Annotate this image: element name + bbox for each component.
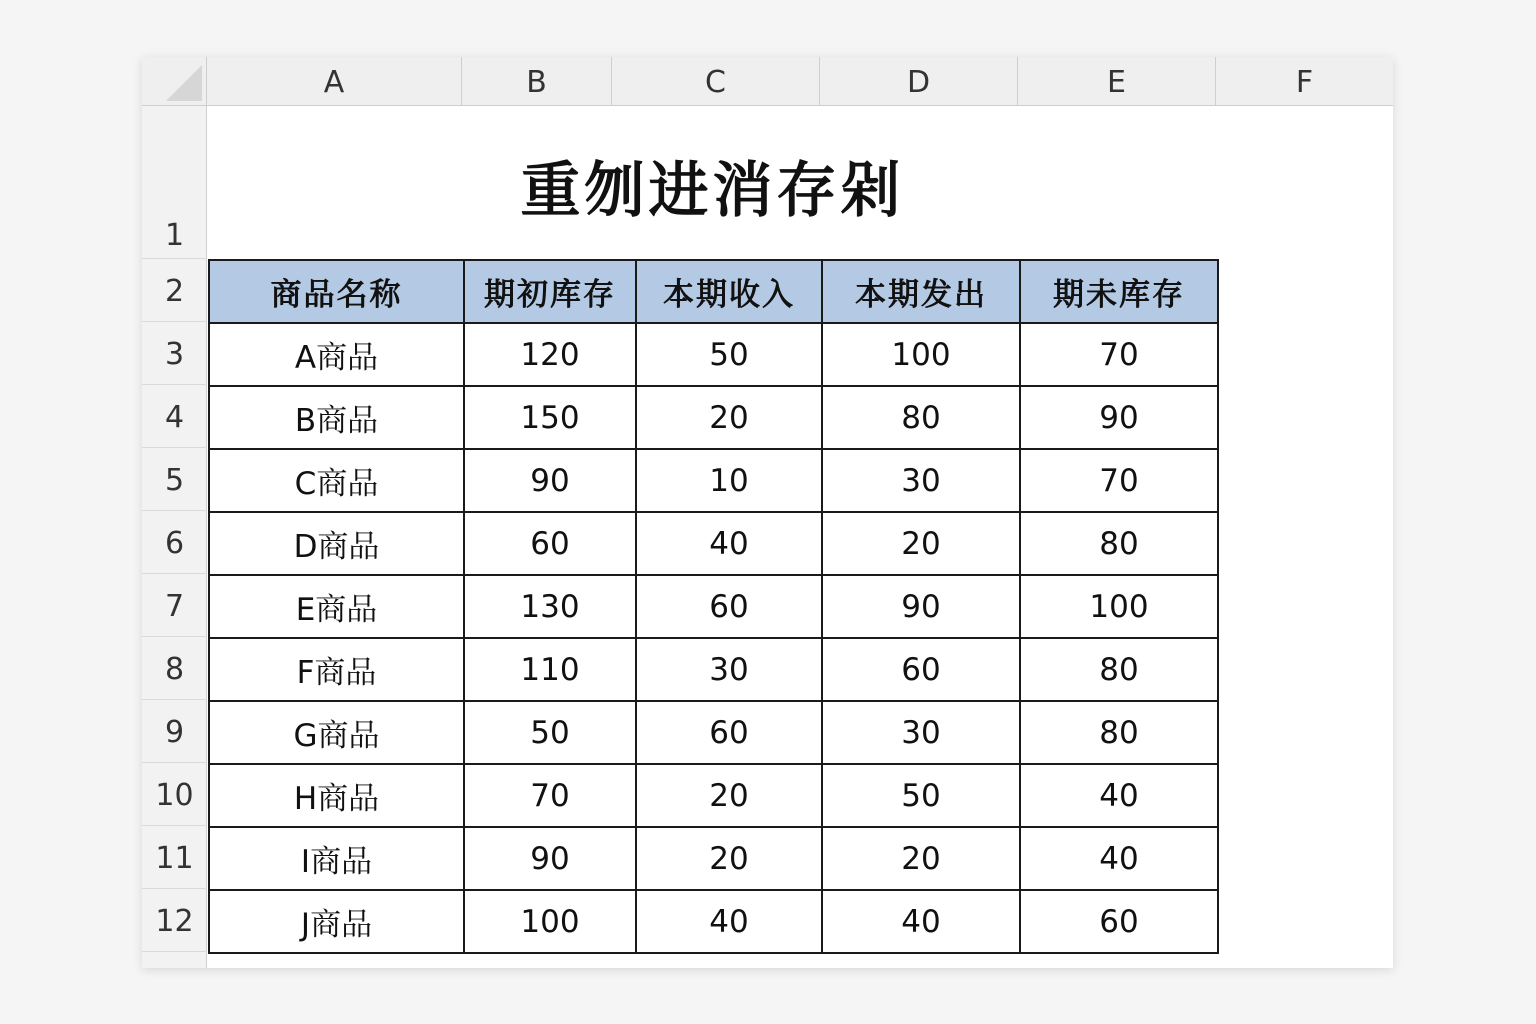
table-row <box>209 449 1218 512</box>
column-header-bar <box>207 57 1393 106</box>
select-all-triangle-icon <box>166 65 202 101</box>
table-cell[interactable]: 50 <box>636 323 822 386</box>
row-header-8[interactable]: 8 <box>142 637 207 700</box>
row-header-1[interactable]: 1 <box>142 106 207 259</box>
table-cell[interactable]: 100 <box>822 323 1020 386</box>
table-cell[interactable]: 60 <box>1020 890 1218 953</box>
table-cell[interactable]: 20 <box>636 386 822 449</box>
table-cell[interactable]: 80 <box>1020 638 1218 701</box>
table-cell[interactable]: 80 <box>822 386 1020 449</box>
table-cell[interactable]: 20 <box>636 764 822 827</box>
table-cell[interactable]: 10 <box>636 449 822 512</box>
row-header-9[interactable]: 9 <box>142 700 207 763</box>
column-header-a[interactable]: A <box>207 57 462 106</box>
table-row <box>209 764 1218 827</box>
column-header-b[interactable]: B <box>462 57 612 106</box>
row-header-bar <box>142 106 207 968</box>
table-cell[interactable]: 90 <box>464 449 636 512</box>
table-cell[interactable]: 80 <box>1020 701 1218 764</box>
table-cell[interactable]: 60 <box>636 701 822 764</box>
table-cell[interactable]: J商品 <box>209 890 464 953</box>
table-cell[interactable]: 70 <box>464 764 636 827</box>
table-cell[interactable]: C商品 <box>209 449 464 512</box>
table-row <box>209 827 1218 890</box>
row-header-6[interactable]: 6 <box>142 511 207 574</box>
table-cell[interactable]: F商品 <box>209 638 464 701</box>
table-cell[interactable]: D商品 <box>209 512 464 575</box>
table-row <box>209 386 1218 449</box>
column-header-e[interactable]: E <box>1018 57 1216 106</box>
column-header-f[interactable]: F <box>1295 65 1314 100</box>
header-cell-product-name[interactable]: 商品名称 <box>209 260 464 323</box>
table-cell[interactable]: 70 <box>1020 323 1218 386</box>
table-cell[interactable]: 60 <box>822 638 1020 701</box>
spreadsheet <box>142 57 1393 968</box>
table-cell[interactable]: 50 <box>464 701 636 764</box>
table-cell[interactable]: 100 <box>464 890 636 953</box>
table-cell[interactable]: 100 <box>1020 575 1218 638</box>
row-header-11[interactable]: 11 <box>142 826 207 889</box>
table-row <box>209 323 1218 386</box>
row-header-12[interactable]: 12 <box>142 889 207 952</box>
table-cell[interactable]: 90 <box>822 575 1020 638</box>
table-cell[interactable]: 60 <box>636 575 822 638</box>
row-header-3[interactable]: 3 <box>142 322 207 385</box>
table-row <box>209 701 1218 764</box>
table-cell[interactable]: A商品 <box>209 323 464 386</box>
table-row <box>209 890 1218 953</box>
header-cell-period-issue[interactable]: 本期发出 <box>822 260 1020 323</box>
row-header-5[interactable]: 5 <box>142 448 207 511</box>
column-header-c[interactable]: C <box>612 57 820 106</box>
table-cell[interactable]: 40 <box>1020 764 1218 827</box>
row-header-2[interactable]: 2 <box>142 259 207 322</box>
table-cell[interactable]: 150 <box>464 386 636 449</box>
column-header-d[interactable]: D <box>820 57 1018 106</box>
table-header-row <box>209 260 1218 323</box>
table-cell[interactable]: 70 <box>1020 449 1218 512</box>
table-cell[interactable]: 90 <box>464 827 636 890</box>
table-cell[interactable]: 20 <box>636 827 822 890</box>
inventory-table <box>208 259 1219 954</box>
table-cell[interactable]: 50 <box>822 764 1020 827</box>
row-header-4[interactable]: 4 <box>142 385 207 448</box>
table-cell[interactable]: 40 <box>1020 827 1218 890</box>
table-row <box>209 512 1218 575</box>
table-cell[interactable]: 60 <box>464 512 636 575</box>
table-cell[interactable]: 40 <box>636 512 822 575</box>
header-cell-opening-stock[interactable]: 期初库存 <box>464 260 636 323</box>
table-row <box>209 638 1218 701</box>
sheet-title[interactable]: 重刎进消存剁 <box>520 156 905 226</box>
table-cell[interactable]: 120 <box>464 323 636 386</box>
table-cell[interactable]: 30 <box>822 701 1020 764</box>
select-all-corner[interactable] <box>142 57 207 106</box>
table-cell[interactable]: 30 <box>636 638 822 701</box>
table-cell[interactable]: B商品 <box>209 386 464 449</box>
row-header-10[interactable]: 10 <box>142 763 207 826</box>
table-cell[interactable]: 110 <box>464 638 636 701</box>
header-cell-period-income[interactable]: 本期收入 <box>636 260 822 323</box>
table-cell[interactable]: 20 <box>822 512 1020 575</box>
table-cell[interactable]: I商品 <box>209 827 464 890</box>
table-cell[interactable]: 90 <box>1020 386 1218 449</box>
table-cell[interactable]: 40 <box>822 890 1020 953</box>
table-cell[interactable]: G商品 <box>209 701 464 764</box>
table-row <box>209 575 1218 638</box>
table-cell[interactable]: 30 <box>822 449 1020 512</box>
table-cell[interactable]: 40 <box>636 890 822 953</box>
table-cell[interactable]: H商品 <box>209 764 464 827</box>
table-cell[interactable]: 130 <box>464 575 636 638</box>
row-header-7[interactable]: 7 <box>142 574 207 637</box>
table-cell[interactable]: 20 <box>822 827 1020 890</box>
header-cell-closing-stock[interactable]: 期未库存 <box>1020 260 1218 323</box>
table-cell[interactable]: E商品 <box>209 575 464 638</box>
table-cell[interactable]: 80 <box>1020 512 1218 575</box>
